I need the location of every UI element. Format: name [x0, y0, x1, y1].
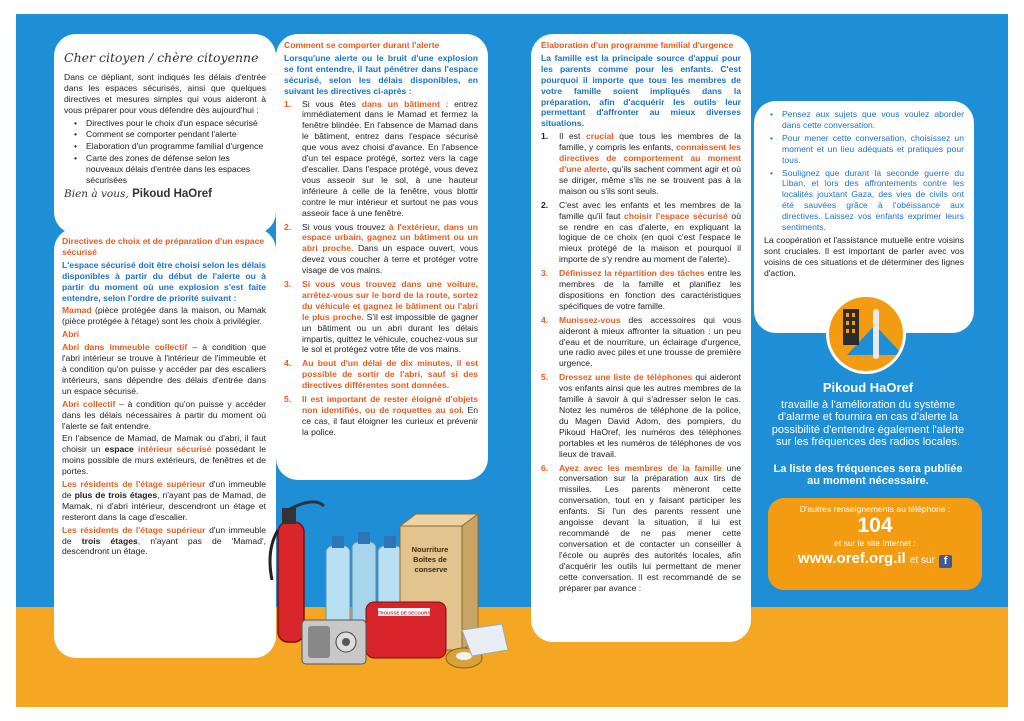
step-post: En ce cas, il faut éloigner les curieux et prévenir la police.	[302, 405, 479, 437]
phone-number[interactable]: 104	[857, 514, 893, 537]
step-pre: Il est	[559, 131, 586, 142]
plan-step	[541, 372, 741, 459]
abri-immeuble-term: Abri dans immeuble collectif	[62, 342, 188, 353]
plan-step	[541, 131, 741, 196]
step-highlight: Au bout d'un délai de dix minutes, il est possible de sortir de l'abri, sauf si des directives différentes sont données.	[302, 358, 478, 391]
residents-term-2: Les résidents de l'étage supérieur	[62, 524, 206, 535]
plan-step	[541, 200, 741, 265]
food-box-label-line-1: Nourriture	[411, 545, 449, 554]
conversation-tips-list	[764, 109, 964, 233]
residents-term-1: Les résidents de l'étage supérieur	[62, 479, 206, 490]
brochure-sheet	[16, 14, 1008, 707]
mamad-term: Mamad	[62, 305, 92, 316]
step-post: où se rendre en cas d'alerte, en expliquant la logique de ce choix (en quoi c'est l'espace le mieux protégé de la maison et pourquoi il importe de s'y rendre au moment de l'alerte).	[559, 210, 741, 265]
absence-text-a: En l'absence de Mamad, de Mamak ou d'abri, il faut choisir un	[62, 433, 266, 455]
signature-name: Pikoud HaOref	[132, 187, 212, 200]
family-plan-card	[531, 34, 751, 642]
contents-item: • Directives pour le choix d'un espace sécurisé	[74, 118, 266, 129]
signature	[64, 187, 266, 202]
alert-behavior-title: Comment se comporter durant l'alerte	[284, 40, 440, 50]
tip-item: • Pour mener cette conversation, choisissez un moment et un lieu adéquats et pratiques pour tous.	[764, 133, 964, 166]
alert-behavior-card	[276, 34, 488, 480]
alert-step	[284, 394, 478, 438]
step-post: S'il est impossible de gagner un bâtiment ou un abri durant les délais impartis, quittez le véhicule, couchez-vous sur le sol et protégez votre tête de vos mains.	[302, 311, 478, 355]
step-number: 4.	[284, 358, 292, 369]
absence-term-a: espace	[104, 444, 134, 455]
social-prefix: et sur	[909, 555, 935, 567]
step-number: 3.	[284, 279, 292, 290]
step-post: entre les membres de la famille et planifiez les dispositions en fonction des caractéristiques spécifiques de votre famille.	[559, 268, 741, 311]
residents-text-1b: , n'ayant pas de Mamad, de Mamak, ni d'abri intérieur, descendront un étage et resteront dans la cage d'escalier.	[62, 489, 266, 522]
tip-item: • Pensez aux sujets que vous voulez aborder dans cette conversation.	[764, 109, 964, 131]
step-highlight: choisir l'espace sécurisé	[623, 210, 728, 221]
family-plan-lead: La famille est la principale source d'appui pour les parents comme pour les enfants. C'est pourquoi il importe que tous les membres de votre famille soient impliqués dans la préparation, afin d'acquérir les outils leur permettant d'affronter au mieux diverses situations.	[541, 52, 741, 129]
contents-list	[64, 118, 266, 186]
plan-step	[541, 268, 741, 312]
residents-text-2b: , n'ayant pas de 'Mamad', descendront un étage.	[62, 535, 267, 557]
mamad-paragraph	[62, 305, 266, 327]
signature-script: Bien à vous,	[64, 187, 129, 200]
step-highlight: Définissez la répartition des tâches	[559, 268, 705, 279]
alert-step	[284, 358, 478, 391]
step-post: des accessoires qui vous aideront à mieux affronter la situation : un peu d'eau et de nourriture, un éclairage d'urgence, une radio avec piles et une trousse de première urgence.	[559, 314, 741, 369]
first-aid-kit-label: TROUSSE DE SECOURS	[377, 610, 431, 616]
alert-step	[284, 222, 478, 277]
greeting-title: Cher citoyen / chère citoyenne	[64, 50, 259, 65]
org-name: Pikoud HaOref	[822, 380, 914, 395]
website-link[interactable]: www.oref.org.il	[797, 550, 906, 568]
step-pre: Si vous êtes	[302, 98, 362, 109]
step-post: : entrez immédiatement dans le Mamad et fermez la fenêtre blindée. En l'absence de Mamad dans le bâtiment, entrez dans l'espace sécurisé que vous avez choisi d'avance. En l'absence d'un tel espace protégé, sortez vers la cage d'escalier. Dans l'espace protégé, vous devez vous asseoir sur le sol, à une hauteur inférieure à celle de la fenêtre, vous blottir contre le mur intérieur et surtout ne pas vous asseoir face à une fenêtre.	[302, 98, 478, 218]
step-highlight: Munissez-vous	[559, 314, 621, 325]
step-number: 5.	[541, 372, 549, 383]
food-box-label-line-2: Boîtes de	[413, 555, 447, 564]
shelter-choice-title: Directives de choix et de préparation d'un espace sécurisé	[62, 236, 265, 257]
step-post: une conversation sur la préparation aux tirs de missiles. Les parents mèneront cette conversation, tout en y faisant participer les enfants. Si l'un des parents ressent une angoisse devant la situation, il lui est recommandé de ne pas mener cette conversation et de contacter un conseiller à l'école ou auprès des autorités locales, afin d'acquérir les outils lui permettant de mener cette conversation. Il est recommandé de se préparer par avance :	[559, 462, 741, 593]
shelter-choice-lead: L'espace sécurisé doit être choisi selon les délais disponibles à partir du début de l'alerte ou à partir du moment où une explosion s'est faite entendre, selon l'ordre de priorité suivant :	[62, 259, 266, 303]
first-aid-kit	[366, 602, 446, 658]
mamad-text: (pièce protégée dans la maison, ou Mamak (pièce protégée à l'étage) sont les choix à privilégier.	[62, 305, 266, 327]
family-plan-list	[541, 131, 741, 593]
contact-box	[768, 498, 982, 590]
food-box-label	[412, 545, 451, 574]
step-number: 6.	[541, 462, 549, 473]
step-number: 1.	[541, 131, 549, 142]
tip-item: • Soulignez que durant la seconde guerre du Liban, et lors des affrontements contre les localités jouxtant Gaza, des vies de civils ont été sauvées grâce à l'obéissance aux directives. Laissez vos enfants exprimer leurs sentiments.	[764, 168, 964, 233]
shelter-choice-card	[54, 228, 276, 658]
alert-step	[284, 99, 478, 219]
step-number: 2.	[284, 221, 292, 232]
greeting-card	[54, 34, 276, 234]
radio	[302, 620, 366, 664]
contents-item: • Comment se comporter pendant l'alerte	[74, 129, 266, 140]
step-post: Dans un espace ouvert, vous devez vous coucher à terre et protéger votre visage de vos mains.	[302, 243, 478, 276]
food-box-label-line-3: conserve	[414, 565, 448, 574]
org-description: travaille à l'amélioration du système d'alarme et fournira en cas d'alerte la possibilité d'entendre également l'alerte sur les fréquences des radios locales.	[771, 399, 965, 448]
step-highlight: crucial	[585, 131, 614, 142]
abri-heading: Abri	[62, 329, 80, 340]
residents-text-1a: d'un immeuble de	[62, 479, 266, 500]
logo-branch-shape	[873, 309, 879, 359]
abri-collectif-text: – à condition qu'on puisse y accéder dans les délais nécessaires à partir du moment où l'alerte se fait entendre.	[62, 398, 266, 431]
contents-item: • Elaboration d'un programme familial d'urgence	[74, 141, 266, 152]
step-highlight: Si vous vous trouvez dans une voiture, arrêtez-vous sur le bord de la route, sortez du véhicule et gagnez le bâtiment ou l'abri le plus proche.	[302, 279, 478, 322]
abri-collectif-term: Abri collectif	[62, 398, 116, 409]
alert-behavior-lead: Lorsqu'une alerte ou le bruit d'une explosion se font entendre, il faut pénétrer dans l'espace sécurisé, selon les délais disponibles, en suivant les directives ci-après :	[284, 52, 478, 96]
alert-step	[284, 279, 478, 355]
logo-building-shape	[843, 309, 859, 345]
greeting-intro: Dans ce dépliant, sont indiqués les délais d'entrée dans les espaces sécurisés, ainsi que quelques directives et mesures simples qui vous aideront à vous préparer pour vous défendre dès aujourd'hui :	[64, 71, 266, 115]
step-highlight: Il est important de rester éloigné d'objets non identifiés, ou de roquettes au sol.	[302, 394, 478, 415]
residents-bold-2: trois étages	[81, 535, 138, 546]
step-number: 1.	[284, 98, 292, 109]
residents-text-2a: d'un immeuble de	[62, 524, 266, 546]
site-intro: et sur le site Internet :	[834, 538, 916, 549]
contents-item: • Carte des zones de défense selon les nouveaux délais d'entrée dans les espaces sécurisées	[74, 153, 266, 186]
pikoud-haoref-logo	[826, 294, 906, 374]
absence-paragraph	[62, 433, 266, 477]
facebook-icon[interactable]: f	[939, 555, 952, 568]
step-number: 3.	[541, 268, 549, 279]
phone-intro: D'autres renseignements au téléphone :	[799, 504, 951, 514]
residents-paragraph-1	[62, 479, 266, 523]
step-highlight: Dressez une liste de téléphones	[559, 372, 693, 383]
step-highlight: dans un bâtiment	[361, 98, 440, 109]
abri-collectif-paragraph	[62, 399, 266, 432]
alert-behavior-list	[284, 99, 478, 438]
step-number: 4.	[541, 314, 549, 325]
plan-step	[541, 463, 741, 594]
step-highlight: Ayez avec les membres de la famille	[559, 462, 722, 473]
org-note: La liste des fréquences sera publiée au moment nécessaire.	[773, 463, 963, 488]
step-mid: que tous les membres de la famille, y compris les enfants,	[559, 131, 741, 153]
step-post: , qu'ils sachent comment agir et où se diriger, même s'ils ne se trouvent pas à la maison ou s'ils sont seuls.	[559, 163, 741, 196]
abri-immeuble-text: – à condition que l'abri intérieur se trouve à l'intérieur de l'immeuble et à condition qu'on puisse y accéder par des escaliers intérieurs, sans dépendre des délais d'entrée dans un espace sécurisé.	[62, 342, 266, 396]
step-number: 2.	[541, 199, 549, 210]
absence-term-b: intérieur sécurisé	[137, 444, 212, 455]
step-post: qui aideront vos enfants ainsi que les autres membres de la famille à savoir à qui s'adresser selon le cas. Notez les numéros de téléphone de la police, du Magen David Adom, des pompiers, du Pikoud HaOref, les numéros des téléphones portables et les numéros de téléphones de vos lieux de travail.	[559, 372, 741, 459]
family-plan-title: Elaboration d'un programme familial d'urgence	[541, 40, 734, 50]
step-pre: Si vous vous trouvez	[302, 221, 389, 232]
site-line	[768, 550, 982, 568]
residents-paragraph-2	[62, 525, 266, 558]
cooperation-paragraph: La coopération et l'assistance mutuelle entre voisins sont cruciales. Il est important de parler avec vos voisins de ces situations et de déterminer des lignes d'action.	[764, 234, 964, 278]
step-pre: C'est avec les enfants et les membres de la famille qu'il faut	[559, 199, 741, 221]
step-highlight-2: connaissent les directives de comportement au moment d'une alerte	[559, 142, 741, 174]
step-highlight: à l'extérieur, dans un espace urbain, gagnez un bâtiment ou un abri proche.	[302, 221, 478, 254]
residents-bold-1: plus de trois étages	[74, 489, 158, 500]
abri-immeuble-paragraph	[62, 342, 266, 397]
absence-text-b: possédant le moins possible de murs extérieurs, de fenêtres et de portes.	[62, 444, 266, 477]
step-number: 5.	[284, 394, 292, 405]
plan-step	[541, 315, 741, 370]
emergency-supplies-illustration	[266, 490, 512, 676]
